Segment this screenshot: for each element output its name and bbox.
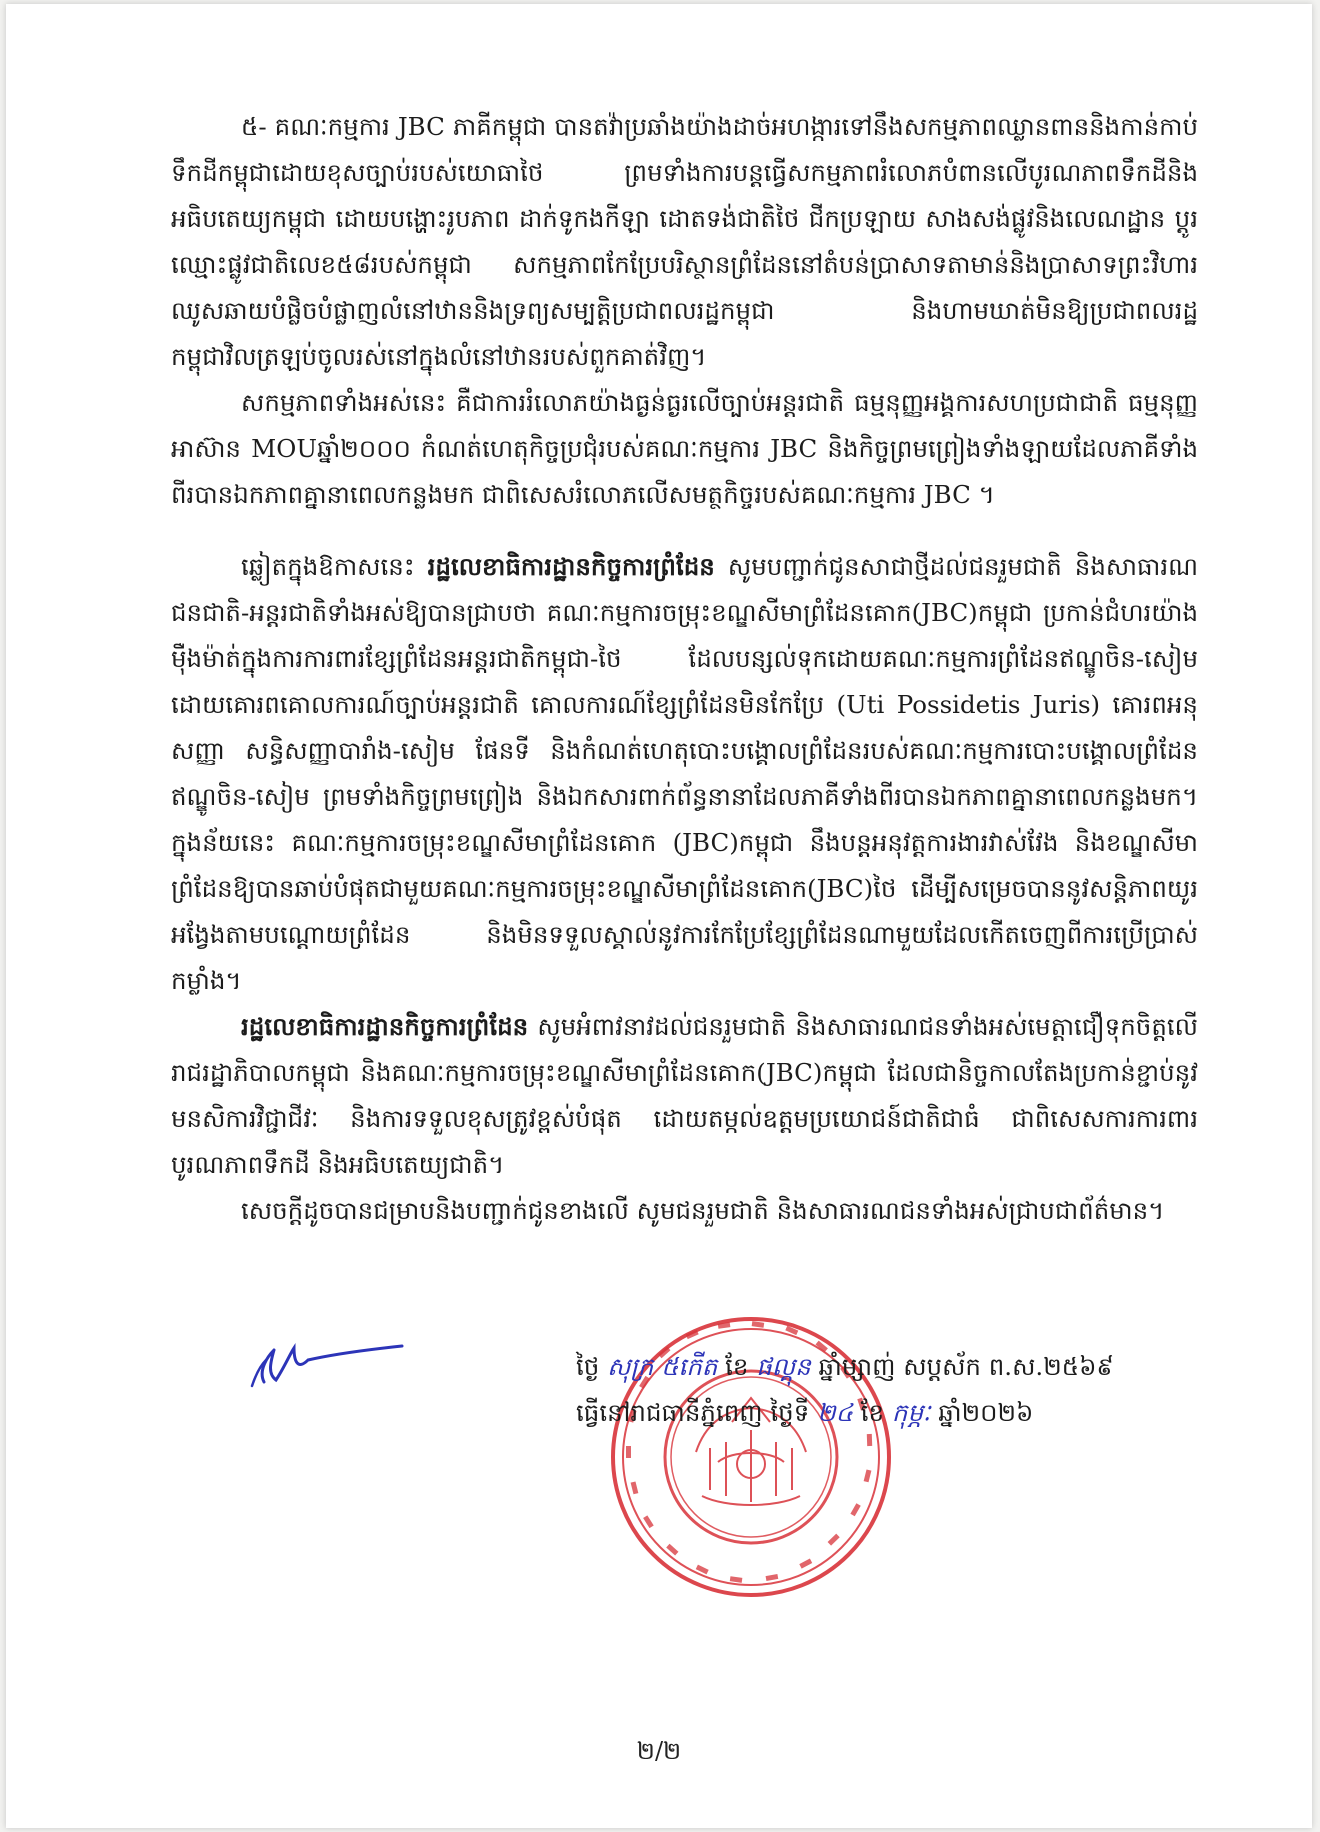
lunar-prefix: ថ្ងៃ <box>576 1352 600 1381</box>
initial-signature <box>234 1330 404 1390</box>
lunar-handwritten-month: ផល្គុន <box>756 1352 811 1381</box>
paragraph-2 <box>171 380 1198 518</box>
solar-month-prefix: ខែ <box>860 1398 885 1427</box>
paragraph-4 <box>171 1004 1198 1188</box>
paragraph-5 <box>171 1188 1198 1234</box>
solar-handwritten-day: ២៤ <box>817 1398 853 1427</box>
solar-date-line <box>576 1390 1216 1436</box>
lunar-handwritten-day: សុក្រ ៥កើត <box>607 1352 718 1381</box>
paragraph-3-org-name: រដ្ឋលេខាធិការដ្ឋានកិច្ចការព្រំដែន <box>427 552 715 581</box>
paragraph-5-text: សេចក្តីដូចបានជម្រាបនិងបញ្ជាក់ជូនខាងលើ សូមជនរួមជាតិ និងសាធារណជនទាំងអស់ជ្រាបជាព័ត៌មាន។ <box>241 1196 1165 1225</box>
lunar-suffix: ឆ្នាំម្សាញ់ សប្តស័ក ព.ស.២៥៦៩ <box>818 1352 1114 1381</box>
paragraph-1 <box>171 104 1198 380</box>
paragraph-2-text: សកម្មភាពទាំងអស់នេះ គឺជាការរំលោភយ៉ាងធ្ងន់ធ្ងរលើច្បាប់អន្តរជាតិ ធម្មនុញ្ញអង្គការសហប្រជាជាតិ ធម្មនុញ្ញអាស៊ាន MOUឆ្នាំ២០០០ កំណត់ហេតុកិច្ចប្រជុំរបស់គណៈកម្មការ JBC និងកិច្ចព្រមព្រៀងទាំងឡាយដែលភាគីទាំងពីរបានឯកភាពគ្នានាពេលកន្លងមក ជាពិសេសរំលោភលើសមត្ថកិច្ចរបស់គណៈកម្មការ JBC ។ <box>171 388 1198 509</box>
lunar-month-prefix: ខែ <box>725 1352 749 1381</box>
paragraph-4-text: សូមអំពាវនាវដល់ជនរួមជាតិ និងសាធារណជនទាំងអស់មេត្តាជឿទុកចិត្តលើរាជរដ្ឋាភិបាលកម្ពុជា និងគណៈកម្មការចម្រុះខណ្ឌសីមាព្រំដែនគោក(JBC)កម្ពុជា ដែលជានិច្ចកាលតែងប្រកាន់ខ្ជាប់នូវមនសិការវិជ្ជាជីវៈ និងការទទួលខុសត្រូវខ្ពស់បំផុត ដោយតម្កល់ឧត្តមប្រយោជន៍ជាតិជាធំ ជាពិសេសការការពារបូរណភាពទឹកដី និងអធិបតេយ្យជាតិ។ <box>171 1012 1198 1179</box>
document-body <box>171 104 1198 1234</box>
solar-suffix: ឆ្នាំ២០២៦ <box>938 1398 1034 1427</box>
page-number: ២/២ <box>636 1737 682 1765</box>
paragraph-4-org-name: រដ្ឋលេខាធិការដ្ឋានកិច្ចការព្រំដែន <box>241 1012 529 1041</box>
solar-prefix: ធ្វើនៅរាជធានីភ្នំពេញ ថ្ងៃទី <box>576 1398 810 1427</box>
lunar-date-line <box>576 1344 1216 1390</box>
paragraph-3 <box>171 544 1198 1004</box>
document-page <box>6 4 1312 1828</box>
solar-handwritten-month: កុម្ភៈ <box>891 1398 931 1427</box>
paragraph-3-text: សូមបញ្ជាក់ជូនសាជាថ្មីដល់ជនរួមជាតិ និងសាធារណជនជាតិ-អន្តរជាតិទាំងអស់ឱ្យបានជ្រាបថា គណៈកម្មការចម្រុះខណ្ឌសីមាព្រំដែនគោក(JBC)កម្ពុជា ប្រកាន់ជំហរយ៉ាងម៉ឺងម៉ាត់ក្នុងការការពារខ្សែព្រំដែនអន្តរជាតិកម្ពុជា-ថៃ ដែលបន្សល់ទុកដោយគណៈកម្មការព្រំដែនឥណ្ឌូចិន-សៀម ដោយគោរពគោលការណ៍ច្បាប់អន្តរជាតិ គោលការណ៍ខ្សែព្រំដែនមិនកែប្រែ (Uti Possidetis Juris) គោរពអនុសញ្ញា សន្ធិសញ្ញាបារាំង-សៀម ផែនទី និងកំណត់ហេតុបោះបង្គោលព្រំដែនរបស់គណៈកម្មការបោះបង្គោលព្រំដែនឥណ្ឌូចិន-សៀម ព្រមទាំងកិច្ចព្រមព្រៀង និងឯកសារពាក់ព័ន្ធនានាដែលភាគីទាំងពីរបានឯកភាពគ្នានាពេលកន្លងមក។ ក្នុងន័យនេះ គណៈកម្មការចម្រុះខណ្ឌសីមាព្រំដែនគោក (JBC)កម្ពុជា នឹងបន្តអនុវត្តការងារវាស់វែង និងខណ្ឌសីមាព្រំដែនឱ្យបានឆាប់បំផុតជាមួយគណៈកម្មការចម្រុះខណ្ឌសីមាព្រំដែនគោក(JBC)ថៃ ដើម្បីសម្រេចបាននូវសន្តិភាពយូរអង្វែងតាមបណ្តោយព្រំដែន និងមិនទទួលស្គាល់នូវការកែប្រែខ្សែព្រំដែនណាមួយដែលកើតចេញពីការប្រើប្រាស់កម្លាំង។ <box>171 552 1199 995</box>
paragraph-1-text: ៥- គណៈកម្មការ JBC ភាគីកម្ពុជា បានតវ៉ាប្រឆាំងយ៉ាងដាច់អហង្ការទៅនឹងសកម្មភាពឈ្លានពាននិងកាន់កាប់ទឹកដីកម្ពុជាដោយខុសច្បាប់របស់យោធាថៃ ព្រមទាំងការបន្តធ្វើសកម្មភាពរំលោភបំពានលើបូរណភាពទឹកដីនិងអធិបតេយ្យកម្ពុជា ដោយបង្ហោះរូបភាព ដាក់ទូកងកីឡា ដោតទង់ជាតិថៃ ជីកប្រឡាយ សាងសង់ផ្លូវនិងលេណដ្ឋាន ប្តូរឈ្មោះផ្លូវជាតិលេខ៥៨របស់កម្ពុជា សកម្មភាពកែប្រែបរិស្ថានព្រំដែននៅតំបន់ប្រាសាទតាមាន់និងប្រាសាទព្រះវិហារ ឈូសឆាយបំផ្លិចបំផ្លាញលំនៅឋាននិងទ្រព្យសម្បត្តិប្រជាពលរដ្ឋកម្ពុជា និងហាមឃាត់មិនឱ្យប្រជាពលរដ្ឋកម្ពុជាវិលត្រឡប់ចូលរស់នៅក្នុងលំនៅឋានរបស់ពួកគាត់វិញ។ <box>171 112 1198 371</box>
paragraph-3-lead: ឆ្លៀតក្នុងឱកាសនេះ <box>241 552 415 581</box>
date-signature-block <box>576 1344 1216 1436</box>
